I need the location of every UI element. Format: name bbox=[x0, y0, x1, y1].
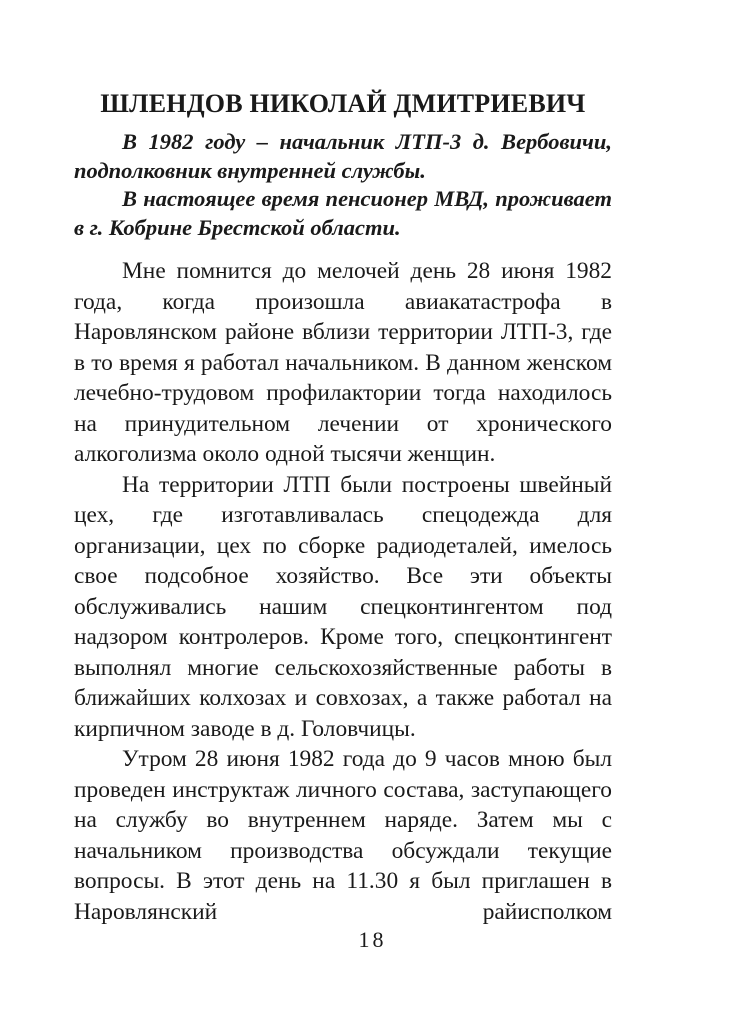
body-text bbox=[74, 256, 612, 927]
intro-paragraph-current: В настоящее время пенсионер МВД, проживает в г. Кобрине Брестской области. bbox=[74, 186, 612, 240]
body-paragraph: Мне помнится до мелочей день 28 июня 1982 года, когда произошла авиакатастрофа в Наровлянском районе вблизи территории ЛТП-3, где в то время я работал начальником. В данном женском лечебно-трудовом профилактории тогда находилось на принудительном лечении от хронического алкоголизма около одной тысячи женщин. bbox=[74, 258, 612, 467]
body-paragraph: На территории ЛТП были построены швейный цех, где изготавливалась спецодежда для организации, цех по сборке радиодеталей, имелось свое подсобное хозяйство. Все эти объекты обслуживались нашим спецконтингентом под надзором контролеров. Кроме того, спецконтингент выполнял многие сельскохозяйственные работы в ближайших колхозах и совхозах, а также работал на кирпичном заводе в д. Головчицы. bbox=[74, 471, 612, 742]
page-number: 18 bbox=[358, 927, 387, 952]
page-heading: ШЛЕНДОВ НИКОЛАЙ ДМИТРИЕВИЧ bbox=[100, 89, 586, 118]
intro-block bbox=[74, 128, 612, 242]
body-paragraph: Утром 28 июня 1982 года до 9 часов мною был проведен инструктаж личного состава, заступающего на службу во внутреннем наряде. Затем мы с начальником производства обсуждали текущие вопросы. В этот день на 11.30 я был приглашен в Наровлянский райисполком bbox=[74, 746, 612, 925]
intro-paragraph-position: В 1982 году – начальник ЛТП-3 д. Вербовичи, подполковник внутренней службы. bbox=[74, 129, 612, 183]
